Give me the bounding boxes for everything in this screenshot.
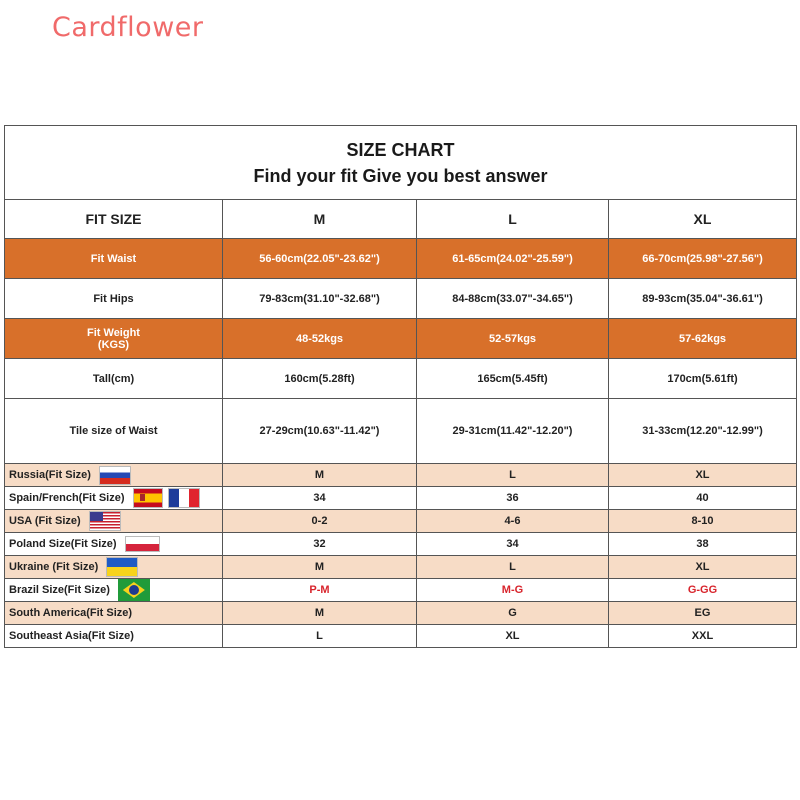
cell-xl: 31-33cm(12.20"-12.99"): [609, 399, 797, 464]
row-label: Tall(cm): [5, 359, 223, 399]
table-row: [5, 556, 797, 579]
table-row: [5, 533, 797, 556]
header-xl: XL: [609, 200, 797, 239]
poland-flag-icon: [125, 536, 160, 552]
spain-flag-icon: [133, 488, 163, 508]
cell-l: 4-6: [417, 510, 609, 533]
cell-xl: 89-93cm(35.04"-36.61"): [609, 279, 797, 319]
cell-m: P-M: [223, 579, 417, 602]
row-label-text: Southeast Asia(Fit Size): [9, 630, 134, 643]
cell-xl: 40: [609, 487, 797, 510]
header-row: [5, 200, 797, 239]
cell-m: 34: [223, 487, 417, 510]
usa-flag-icon: [89, 511, 121, 531]
chart-title-cell: [5, 126, 797, 200]
row-label-text: Brazil Size(Fit Size): [9, 584, 110, 596]
cell-l: 34: [417, 533, 609, 556]
row-label: [5, 533, 223, 556]
row-label: [5, 625, 223, 648]
row-label: [5, 319, 223, 359]
table-row: [5, 464, 797, 487]
row-label: [5, 602, 223, 625]
cell-xl: 170cm(5.61ft): [609, 359, 797, 399]
table-row: [5, 319, 797, 359]
cell-m: M: [223, 464, 417, 487]
row-label-text: Poland Size(Fit Size): [9, 538, 117, 550]
row-label: Fit Hips: [5, 279, 223, 319]
cell-xl: XXL: [609, 625, 797, 648]
cell-xl: XL: [609, 556, 797, 579]
cell-m: 56-60cm(22.05"-23.62"): [223, 239, 417, 279]
brazil-flag-icon: [118, 579, 150, 601]
row-label-text: Spain/French(Fit Size): [9, 492, 125, 504]
cell-l: 36: [417, 487, 609, 510]
cell-l: L: [417, 464, 609, 487]
cell-m: 48-52kgs: [223, 319, 417, 359]
row-label: Tile size of Waist: [5, 399, 223, 464]
size-chart-table: [4, 125, 797, 648]
row-label: [5, 510, 223, 533]
row-label-text: USA (Fit Size): [9, 515, 81, 527]
cell-l: 165cm(5.45ft): [417, 359, 609, 399]
header-l: L: [417, 200, 609, 239]
chart-title: SIZE CHART: [346, 139, 455, 160]
cell-m: M: [223, 556, 417, 579]
ukraine-flag-icon: [106, 557, 138, 577]
table-row: [5, 487, 797, 510]
cell-xl: 66-70cm(25.98"-27.56"): [609, 239, 797, 279]
cell-xl: 38: [609, 533, 797, 556]
row-label-line2: (KGS): [97, 338, 130, 351]
header-fit-size: FIT SIZE: [5, 200, 223, 239]
row-label: Fit Waist: [5, 239, 223, 279]
cell-m: 32: [223, 533, 417, 556]
russia-flag-icon: [99, 466, 131, 485]
row-label: [5, 487, 223, 510]
cell-m: 0-2: [223, 510, 417, 533]
cell-l: 52-57kgs: [417, 319, 609, 359]
cell-xl: 57-62kgs: [609, 319, 797, 359]
table-row: [5, 625, 797, 648]
cell-xl: 8-10: [609, 510, 797, 533]
row-label: [5, 556, 223, 579]
cell-m: 27-29cm(10.63"-11.42"): [223, 399, 417, 464]
cell-m: 79-83cm(31.10"-32.68"): [223, 279, 417, 319]
cell-l: 29-31cm(11.42"-12.20"): [417, 399, 609, 464]
table-row: [5, 399, 797, 464]
table-row: [5, 510, 797, 533]
chart-subtitle: Find your fit Give you best answer: [253, 165, 548, 186]
table-row: [5, 579, 797, 602]
header-m: M: [223, 200, 417, 239]
row-label-text: Ukraine (Fit Size): [9, 561, 99, 573]
cell-l: 84-88cm(33.07"-34.65"): [417, 279, 609, 319]
cell-l: XL: [417, 625, 609, 648]
cell-m: 160cm(5.28ft): [223, 359, 417, 399]
cell-l: 61-65cm(24.02"-25.59"): [417, 239, 609, 279]
row-label: [5, 464, 223, 487]
cell-l: M-G: [417, 579, 609, 602]
table-row: [5, 239, 797, 279]
row-label-line1: Fit Weight: [87, 326, 140, 339]
cell-m: L: [223, 625, 417, 648]
cell-xl: EG: [609, 602, 797, 625]
table-row: [5, 602, 797, 625]
cell-xl: G-GG: [609, 579, 797, 602]
table-row: [5, 359, 797, 399]
cell-l: L: [417, 556, 609, 579]
row-label-text: South America(Fit Size): [9, 607, 133, 620]
cell-xl: XL: [609, 464, 797, 487]
table-row: [5, 279, 797, 319]
france-flag-icon: [168, 488, 200, 508]
row-label: [5, 579, 223, 602]
cell-l: G: [417, 602, 609, 625]
brand-logo-text: Cardflower: [52, 12, 204, 43]
cell-m: M: [223, 602, 417, 625]
row-label-text: Russia(Fit Size): [9, 469, 91, 481]
